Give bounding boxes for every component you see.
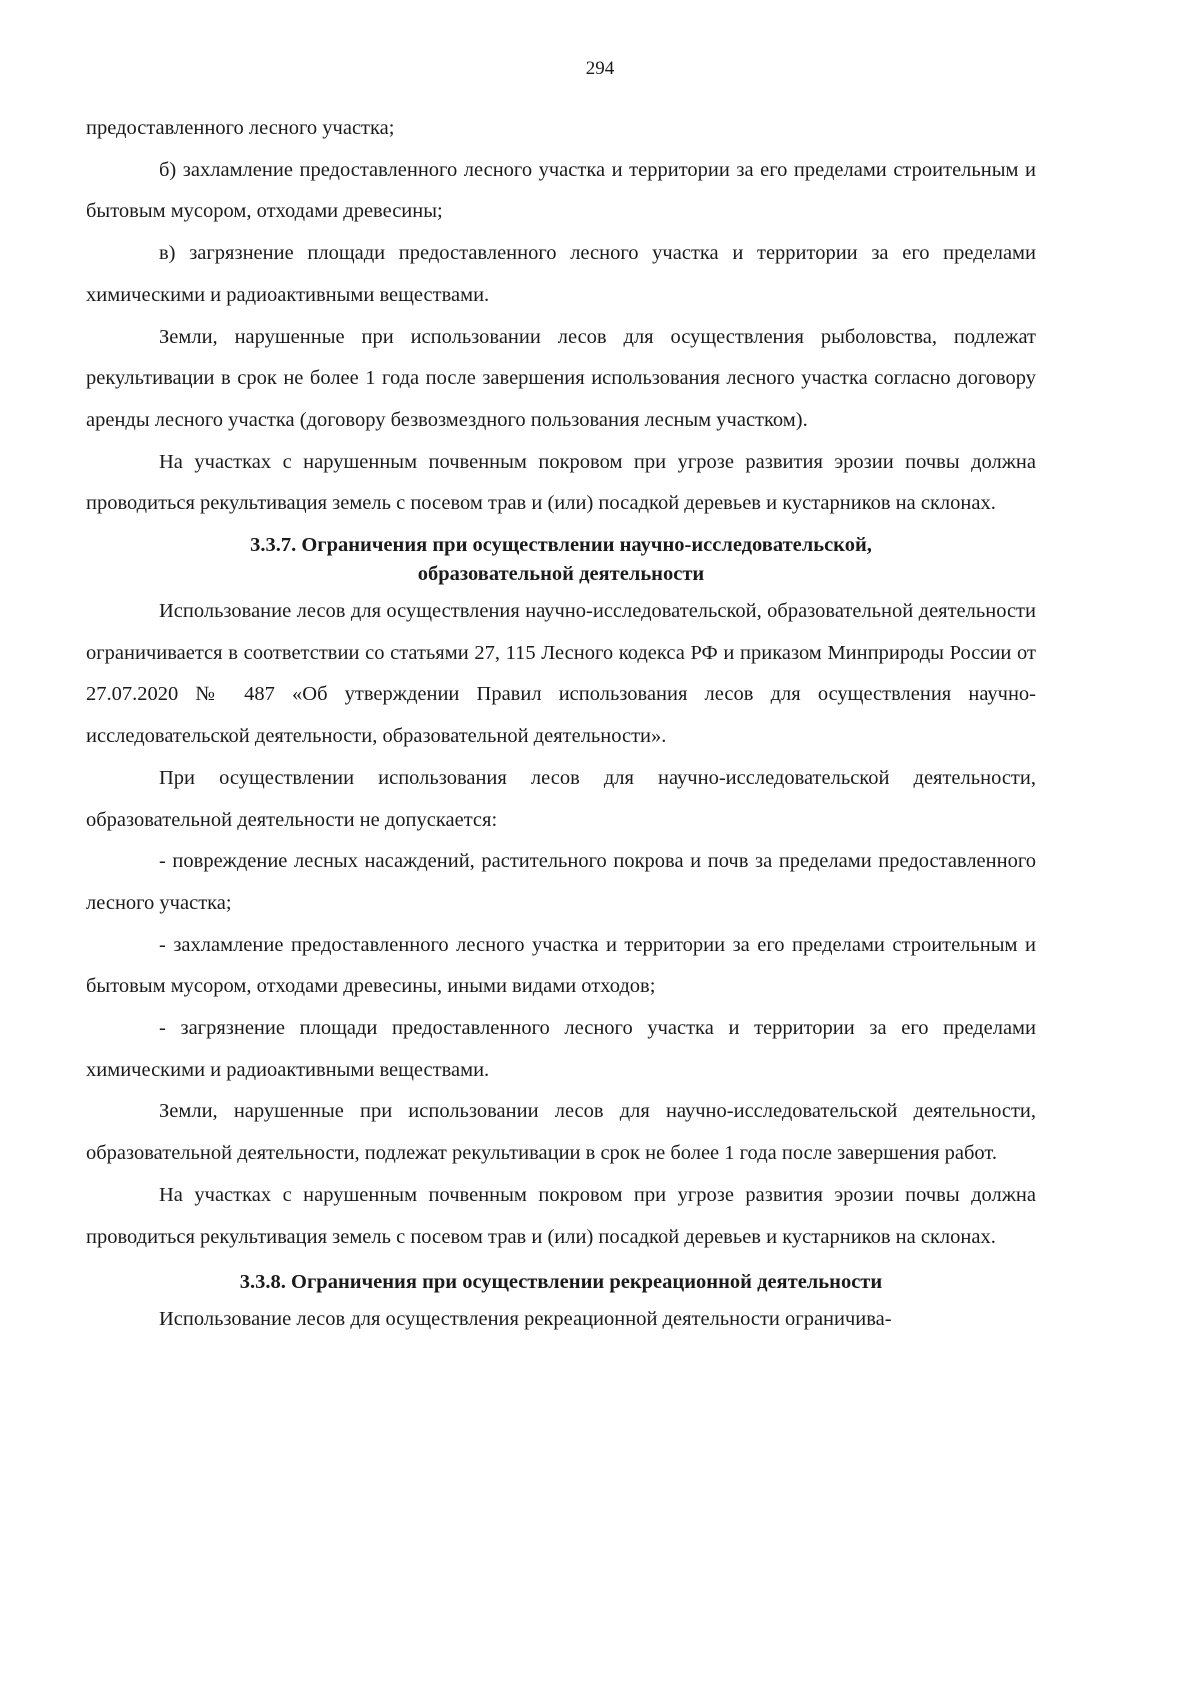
heading-line: 3.3.7. Ограничения при осуществлении научно-исследовательской, [250,534,872,557]
section-heading-3-3-8 [86,1268,1036,1297]
paragraph: Земли, нарушенные при использовании лесов для осуществления рыболовства, подлежат рекультивации в срок не более 1 года после завершения использования лесного участка согласно договору аренды лесного участка (договору безвозмездного пользования лесным участком). [86,325,1036,431]
paragraph: - повреждение лесных насаждений, растительного покрова и почв за пределами предоставленного лесного участка; [86,850,1036,914]
paragraph: Использование лесов для осуществления рекреационной деятельности ограничива- [159,1308,892,1331]
paragraph-group-intro [86,108,1036,525]
paragraph: - захламление предоставленного лесного участка и территории за его пределами строительным и бытовым мусором, отходами древесины, иными видами отходов; [86,933,1036,998]
paragraph: Земли, нарушенные при использовании лесов для научно-исследовательской деятельности, образовательной деятельности, подлежат рекультивации в срок не более 1 года после завершения работ. [86,1100,1036,1165]
paragraph: - загрязнение площади предоставленного лесного участка и территории за его пределами химическими и радиоактивными веществами. [86,1017,1036,1081]
heading-line: 3.3.8. Ограничения при осуществлении рекреационной деятельности [239,1271,883,1294]
paragraph-group-3-3-8 [86,1299,1036,1341]
page-content [86,108,1036,1341]
heading-line: образовательной деятельности [417,563,705,586]
paragraph-group-3-3-7 [86,591,1036,1258]
paragraph: При осуществлении использования лесов для научно-исследовательской деятельности, образовательной деятельности не допускается: [86,766,1036,831]
page-number: 294 [585,58,615,79]
paragraph: б) захламление предоставленного лесного участка и территории за его пределами строительным и бытовым мусором, отходами древесины; [86,158,1036,223]
paragraph: На участках с нарушенным почвенным покровом при угрозе развития эрозии почвы должна проводиться рекультивация земель с посевом трав и (или) посадкой деревьев и кустарников на склонах. [86,1183,1036,1248]
paragraph: На участках с нарушенным почвенным покровом при угрозе развития эрозии почвы должна проводиться рекультивация земель с посевом трав и (или) посадкой деревьев и кустарников на склонах. [86,450,1036,515]
section-heading-3-3-7 [86,531,1036,589]
paragraph: в) загрязнение площади предоставленного лесного участка и территории за его пределами химическими и радиоактивными веществами. [86,242,1036,306]
paragraph: предоставленного лесного участка; [86,117,395,139]
paragraph: Использование лесов для осуществления научно-исследовательской, образовательной деятельности ограничивается в соответствии со статьями 27, 115 Лесного кодекса РФ и приказом Минприроды России от 27.07.2020 № 487 «Об утверждении Правил использования лесов для осуществления научно-исследовательской деятельности, образовательной деятельности». [86,600,1036,748]
